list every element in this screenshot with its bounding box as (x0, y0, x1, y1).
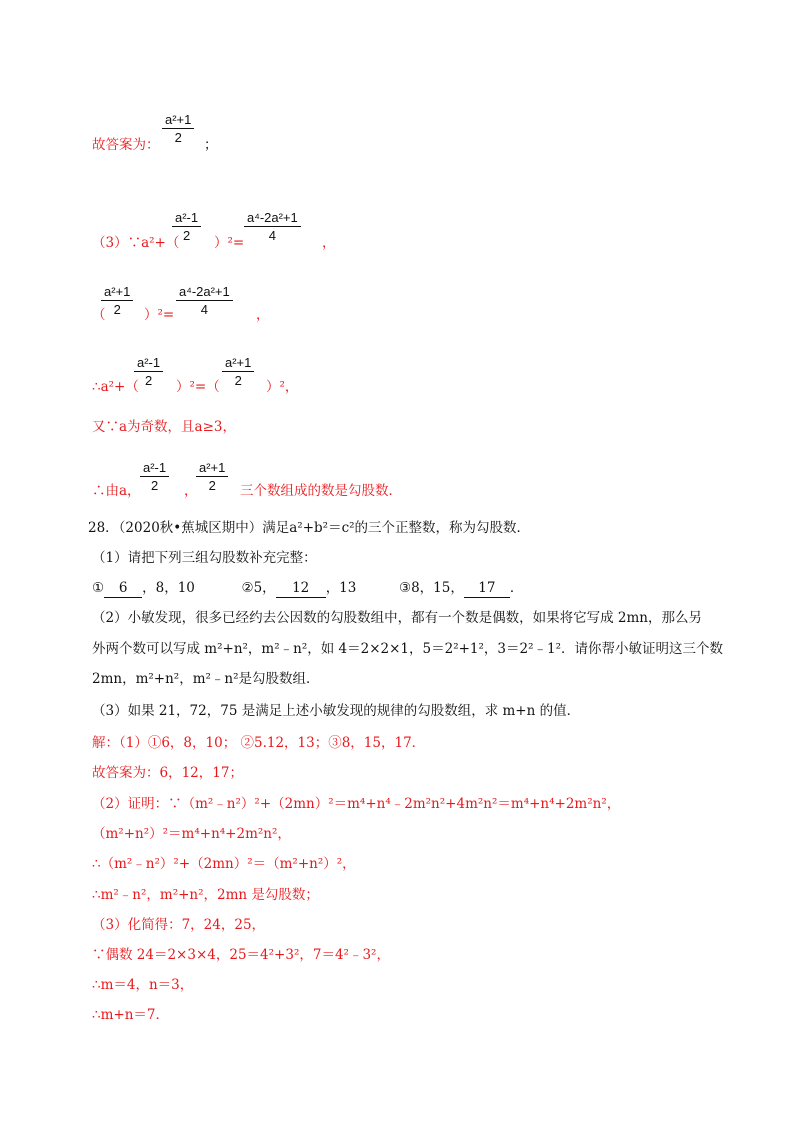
group3-blank: 17 (464, 579, 510, 598)
question-sub2-line3: 2mn，m²+n²，m²﹣n²是勾股数组． (92, 671, 320, 687)
solution-line: （m²+n²）²＝m⁴+n⁴+2m²n²， (92, 826, 291, 842)
fraction-numerator: a²+1 (196, 460, 228, 477)
fraction-numerator: a²-1 (140, 460, 169, 477)
part3-line5-prefix: ∴由a， (92, 483, 141, 499)
answer-end: ； (204, 137, 218, 153)
part3-line4: 又∵a为奇数，且a≥3， (92, 419, 236, 435)
part3-line3-mid: ）²=（ (176, 379, 220, 395)
fraction-numerator: a²-1 (172, 210, 201, 227)
part3-line2-mid: ）²= (144, 307, 175, 323)
part3-line5-end: 三个数组成的数是勾股数． (240, 483, 402, 499)
part3-line3-frac1 (134, 355, 163, 388)
solution-line: ∵偶数 24＝2×3×4，25＝4²+3²，7＝4²﹣3²， (92, 947, 390, 963)
question-stem: 28．（2020秋•蕉城区期中）满足a²+b²＝c²的三个正整数，称为勾股数． (88, 520, 531, 536)
part3-line3-frac2 (222, 355, 254, 388)
part3-line5-frac2 (196, 460, 228, 493)
solution-line: （2）证明：∵（m²﹣n²）²+（2mn）²＝m⁴+n⁴﹣2m²n²+4m²n²＝m⁴+n⁴+2m²n²， (92, 796, 621, 812)
part3-line2-frac2 (176, 284, 233, 317)
part3-line5-comma: ， (184, 483, 198, 499)
question-sub2-line2: 外两个数可以写成 m²+n²，m²﹣n²，如 4＝2×2×1，5＝2²+1²，3＝2²﹣1²．请你帮小敏证明这三个数 (92, 641, 724, 657)
fraction-numerator: a²+1 (162, 112, 194, 129)
part3-line2-prefix: （ (92, 307, 106, 323)
group2-prefix: ②5， (241, 580, 276, 596)
answer-fraction (162, 112, 194, 145)
group1-rest: ，8，10 (142, 580, 195, 596)
part3-line1-prefix: （3）∵a²+（ (92, 235, 180, 251)
part3-line1-mid: ）²= (214, 235, 245, 251)
group2-blank: 12 (276, 579, 326, 598)
group3-prefix: ③8，15， (398, 580, 464, 596)
fraction-numerator: a²+1 (222, 355, 254, 372)
group1-prefix: ① (92, 580, 105, 596)
question-sub1: （1）请把下列三组勾股数补充完整： (92, 550, 317, 566)
part3-line2-end: ， (256, 307, 270, 323)
group2-rest: ，13 (325, 580, 357, 596)
fraction-denominator: 2 (144, 373, 153, 388)
part3-line5-frac1 (140, 460, 169, 493)
solution-line: ∴m+n＝7． (92, 1007, 169, 1023)
fill-blanks-row (92, 579, 523, 598)
question-sub2-line1: （2）小敏发现，很多已经约去公因数的勾股数组中，都有一个数是偶数，如果将它写成 2mn，那么另 (92, 610, 702, 626)
fraction-numerator: a²+1 (101, 284, 133, 301)
fraction-numerator: a⁴-2a²+1 (244, 210, 301, 227)
part3-line1-end: ， (322, 235, 336, 251)
fraction-denominator: 4 (200, 302, 208, 317)
solution-line: ∴m＝4，n＝3， (92, 977, 194, 993)
fraction-denominator: 4 (268, 228, 276, 243)
solution-line: ∴（m²﹣n²）²+（2mn）²＝（m²+n²）²， (92, 856, 356, 872)
fraction-denominator: 2 (113, 302, 121, 317)
fraction-numerator: a⁴-2a²+1 (176, 284, 233, 301)
group1-blank: 6 (104, 579, 142, 598)
solution-line: ∴m²﹣n²，m²+n²，2mn 是勾股数； (92, 887, 319, 903)
fraction-denominator: 2 (150, 478, 159, 493)
fraction-denominator: 2 (208, 478, 216, 493)
fraction-denominator: 2 (174, 130, 182, 145)
part3-line1-frac2 (244, 210, 301, 243)
part3-line1-frac1 (172, 210, 201, 243)
group3-rest: ． (509, 580, 524, 596)
solution-line: 故答案为：6，12，17； (92, 765, 243, 781)
part3-line3-prefix: ∴a²+（ (92, 379, 139, 395)
fraction-denominator: 2 (182, 228, 191, 243)
fraction-denominator: 2 (234, 373, 242, 388)
part3-line3-end: ）²， (266, 379, 299, 395)
answer-label: 故答案为： (92, 137, 160, 153)
solution-line: （3）化简得：7，24，25， (92, 917, 266, 933)
part3-line2-frac1 (101, 284, 133, 317)
fraction-numerator: a²-1 (134, 355, 163, 372)
question-sub3: （3）如果 21，72，75 是满足上述小敏发现的规律的勾股数组，求 m+n 的值． (92, 703, 581, 719)
solution-line: 解：（1）①6，8，10； ②5.12，13；③8，15，17． (92, 735, 426, 751)
